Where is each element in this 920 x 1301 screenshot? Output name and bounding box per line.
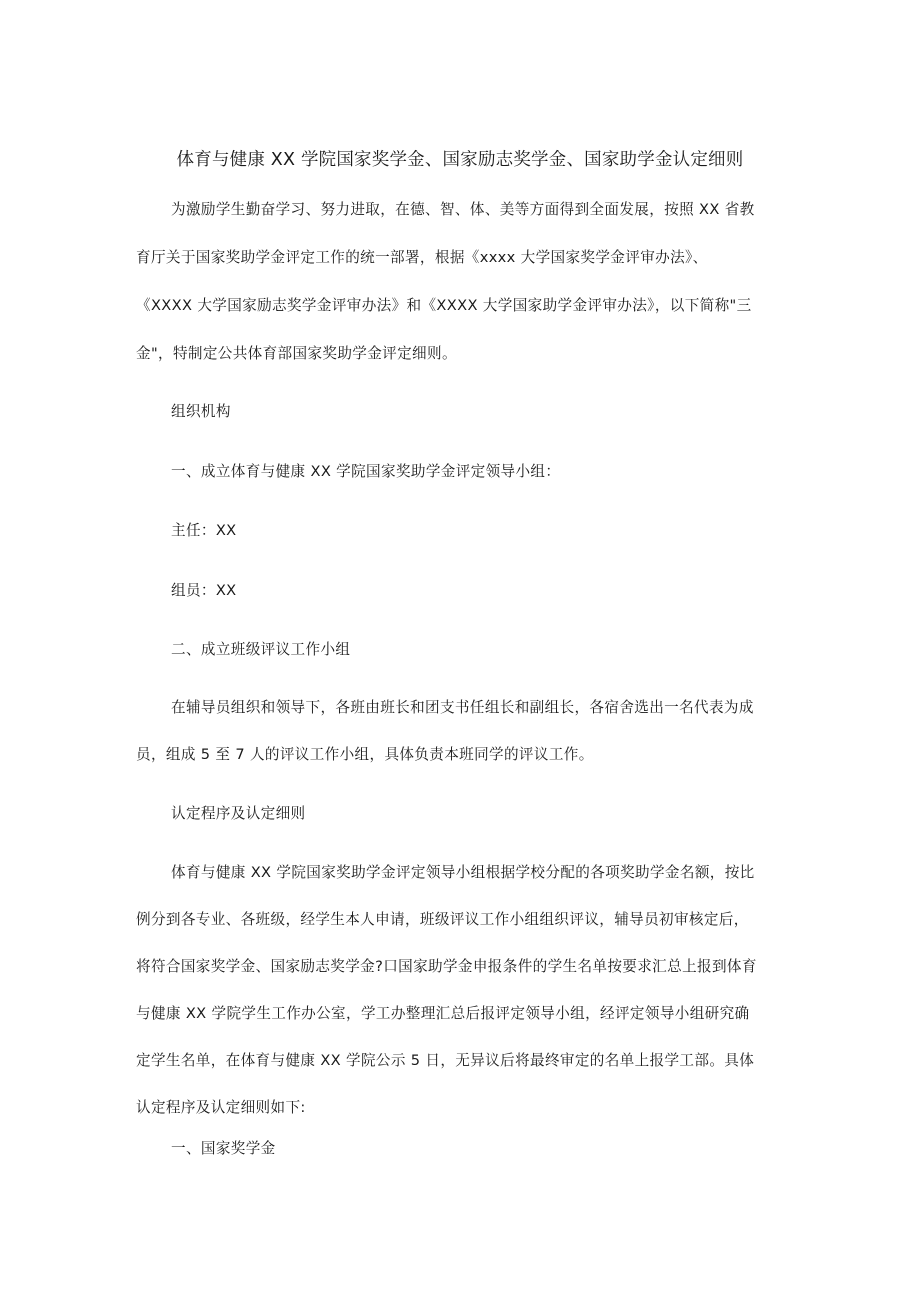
intro-line: 育厅关于国家奖助学金评定工作的统一部署，根据《xxxx 大学国家奖学金评审办法》、 (136, 249, 708, 266)
procedure-desc-line: 将符合国家奖学金、国家励志奖学金?口国家助学金申报条件的学生名单按要求汇总上报到体育 (136, 958, 757, 975)
org-item-class-group: 二、成立班级评议工作小组 (171, 641, 351, 658)
group-desc-line: 员，组成 5 至 7 人的评议工作小组，具体负责本班同学的评议工作。 (136, 746, 594, 763)
procedure-desc-line: 例分到各专业、各班级，经学生本人申请，班级评议工作小组组织评议，辅导员初审核定后， (136, 911, 749, 928)
org-item-leadership-group: 一、成立体育与健康 XX 学院国家奖助学金评定领导小组： (171, 463, 561, 480)
section-heading-organization: 组织机构 (171, 403, 231, 420)
group-desc-line: 在辅导员组织和领导下，各班由班长和团支书任组长和副组长，各宿舍选出一名代表为成 (171, 699, 754, 716)
intro-line: 为激励学生勤奋学习、努力进取，在德、智、体、美等方面得到全面发展，按照 XX 省教 (171, 201, 755, 218)
intro-line: 《XXXX 大学国家励志奖学金评审办法》和《XXXX 大学国家助学金评审办法》，以下简称"三 (136, 297, 752, 314)
procedure-desc-line: 与健康 XX 学院学生工作办公室，学工办整理汇总后报评定领导小组，经评定领导小组研究确 (136, 1005, 750, 1022)
procedure-desc-line: 认定程序及认定细则如下: (136, 1099, 306, 1116)
procedure-desc-line: 体育与健康 XX 学院国家奖助学金评定领导小组根据学校分配的各项奖助学金名额，按比 (171, 864, 755, 881)
intro-line: 金"，特制定公共体育部国家奖助学金评定细则。 (136, 345, 457, 362)
org-director: 主任：XX (171, 522, 237, 539)
document-title: 体育与健康 XX 学院国家奖学金、国家励志奖学金、国家助学金认定细则 (176, 150, 744, 170)
org-members: 组员：XX (171, 582, 237, 599)
procedure-desc-line: 定学生名单，在体育与健康 XX 学院公示 5 日，无异议后将最终审定的名单上报学工部。具体 (136, 1052, 755, 1069)
section-heading-procedure: 认定程序及认定细则 (171, 805, 306, 822)
section-heading-national-scholarship: 一、国家奖学金 (171, 1140, 276, 1157)
